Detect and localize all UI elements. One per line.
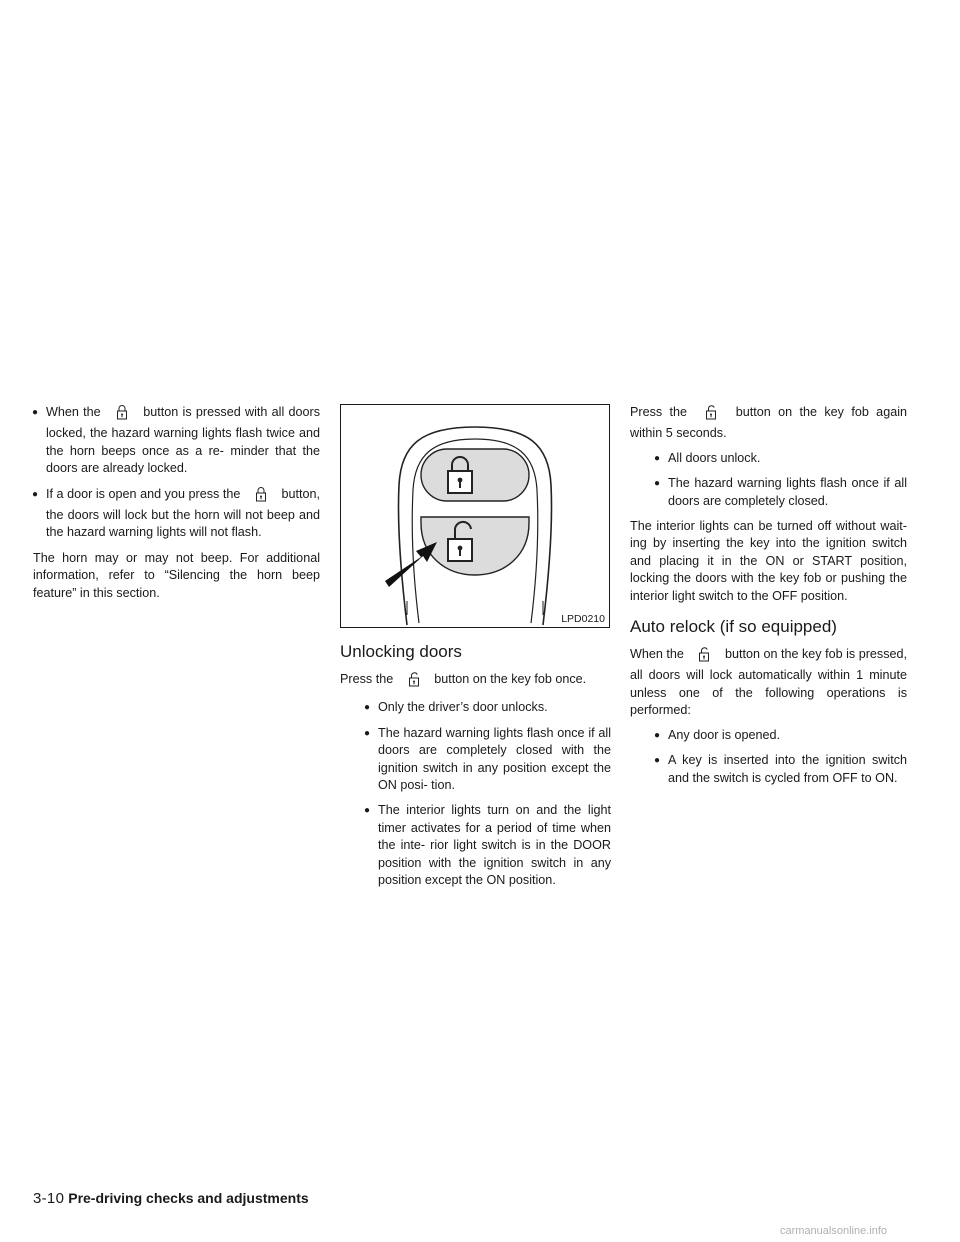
section-title: Pre-driving checks and adjustments: [68, 1190, 309, 1206]
auto-relock-paragraph: [630, 646, 907, 720]
page-footer: [33, 1188, 309, 1209]
intro-text: button on the key fob once.: [434, 672, 587, 686]
column-right: [630, 404, 907, 795]
unlock-icon: [687, 646, 721, 667]
bullet-text: button is pressed with all doors locked, the hazard warning lights flash twice and the horn beeps once as a re- minder that the doors are already locked.: [46, 405, 321, 476]
bullet-text: When the: [46, 405, 101, 419]
paragraph-text: Press the: [630, 405, 688, 419]
unlocking-intro: [340, 671, 611, 692]
watermark: carmanualsonline.info: [780, 1225, 888, 1237]
key-fob-figure: [340, 404, 610, 628]
bullet-all-unlock: ● All doors unlock.: [655, 450, 907, 467]
column-left: [33, 404, 320, 609]
lock-icon: [244, 486, 278, 507]
auto-relock-heading: Auto relock (if so equipped): [630, 617, 837, 637]
paragraph-text: button on the key fob is pressed, all doors will lock automatically within 1 minute unless one of the following operations is performed:: [630, 647, 908, 718]
figure-code: LPD0210: [561, 613, 605, 625]
bullet-hazard-once: ● The hazard warning lights flash once if all doors are completely closed with the ignition switch in any position except the ON posi- tion.: [365, 725, 611, 795]
press-again-paragraph: [630, 404, 907, 443]
bullet-text: If a door is open and you press the: [46, 486, 241, 501]
bullet-text: button, the doors will lock but the horn will not beep and the hazard warning lights will not flash.: [46, 486, 321, 540]
horn-paragraph: The horn may or may not beep. For additional information, refer to “Silencing the horn beep feature” in this section.: [33, 550, 320, 600]
paragraph-text: When the: [630, 647, 684, 662]
arrow-icon: [385, 542, 437, 587]
bullet-interior-lights: ● The interior lights turn on and the light timer activates for a period of time when the inte- rior light switch is in the DOOR position with the ignition switch in any position except the ON position.: [365, 802, 611, 889]
lock-icon: [105, 404, 139, 425]
paragraph-text: button on the key fob again within 5 seconds.: [630, 405, 908, 441]
key-fob-illustration: [341, 405, 609, 627]
bullet-hazard-closed: ● The hazard warning lights flash once if all doors are completely closed.: [655, 475, 907, 510]
intro-text: Press the: [340, 672, 394, 686]
bullet-key-inserted: ● A key is inserted into the ignition switch and the switch is cycled from OFF to ON.: [655, 752, 907, 787]
bullet-lock-all-locked: [33, 404, 320, 478]
unlock-icon: [397, 671, 431, 692]
bullet-door-open: [33, 486, 320, 542]
interior-lights-paragraph: The interior lights can be turned off without wait- ing by inserting the key into the ignition switch and placing it in the ON or START position, locking the doors with the key fob or pushing the interior light switch to the OFF position.: [630, 519, 907, 603]
unlock-icon: [694, 404, 728, 425]
bullet-driver-door: ● Only the driver’s door unlocks.: [365, 699, 611, 716]
bullet-door-opened: ● Any door is opened.: [655, 727, 907, 744]
column-middle: [340, 404, 611, 897]
unlocking-heading: Unlocking doors: [340, 642, 462, 661]
page-number: 3-10: [33, 1190, 65, 1207]
